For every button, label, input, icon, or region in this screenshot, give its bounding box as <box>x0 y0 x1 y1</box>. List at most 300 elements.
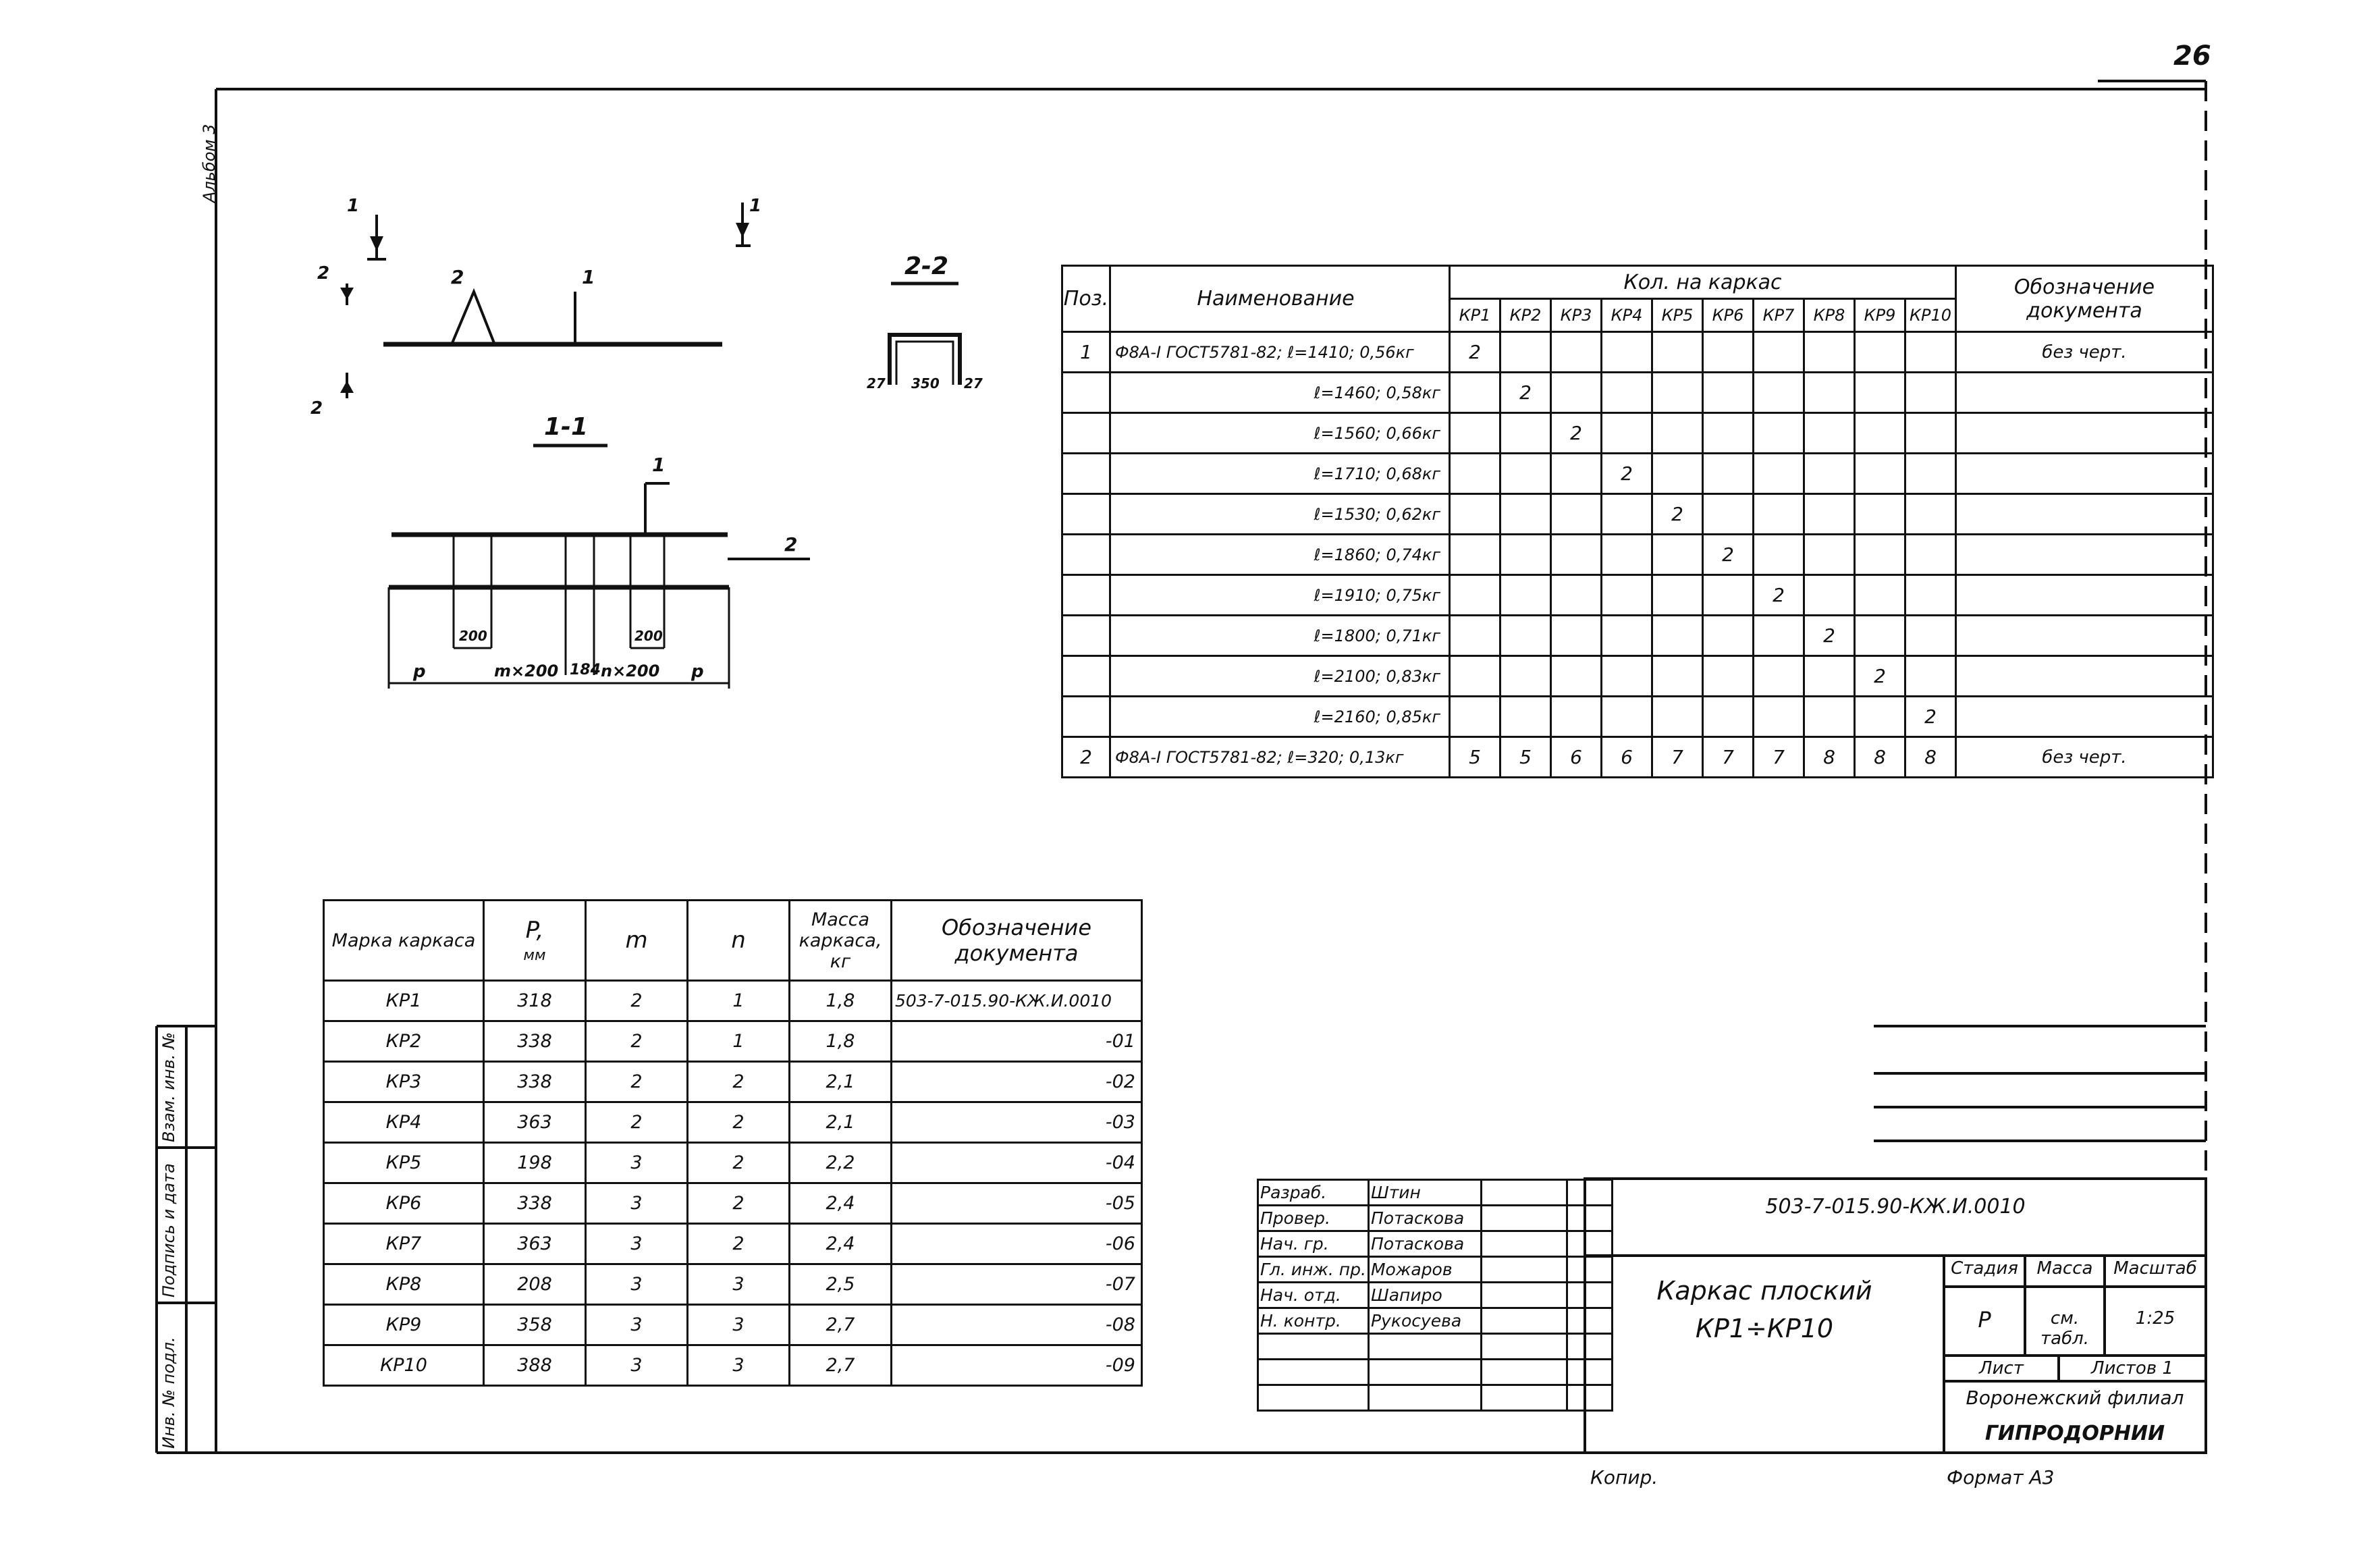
spec-doc <box>1956 656 2213 697</box>
spec-qty <box>1855 616 1905 656</box>
spec-pos <box>1062 413 1110 454</box>
stage-value: Р <box>1978 1307 1991 1333</box>
spec-row <box>1062 535 2213 575</box>
spec-qty: 8 <box>1855 737 1905 778</box>
signature-name <box>1368 1385 1481 1411</box>
sign-date-label: Подпись и дата <box>159 1163 178 1297</box>
signature-name <box>1368 1360 1481 1385</box>
signature-role: Нач. гр. <box>1258 1231 1369 1257</box>
frame-doc: 503-7-015.90-КЖ.И.0010 <box>892 981 1142 1021</box>
spec-qty <box>1602 494 1652 535</box>
spec-qty <box>1450 413 1500 454</box>
frames-row <box>324 1143 1142 1183</box>
frame-mark: КР4 <box>324 1102 484 1143</box>
signature-mark <box>1481 1283 1567 1308</box>
spec-qty <box>1804 656 1855 697</box>
spec-qty <box>1602 332 1652 373</box>
dim-200-left: 200 <box>459 628 487 644</box>
spec-row <box>1062 616 2213 656</box>
signature-role: Разраб. <box>1258 1180 1369 1206</box>
mass-value: см. табл. <box>2040 1308 2089 1349</box>
frame-m: 3 <box>586 1143 688 1183</box>
spec-qty <box>1652 454 1703 494</box>
header-m: m <box>586 901 688 981</box>
frame-mass: 2,5 <box>790 1264 892 1305</box>
cut-marker-1-left: 1 <box>347 196 360 216</box>
spec-qty <box>1500 413 1551 454</box>
spec-qty <box>1500 454 1551 494</box>
frame-doc: -07 <box>892 1264 1142 1305</box>
spec-qty <box>1652 575 1703 616</box>
frame-m: 3 <box>586 1305 688 1345</box>
spec-pos <box>1062 535 1110 575</box>
scale-label: Масштаб <box>2113 1258 2197 1279</box>
album-label: Альбом 3 <box>200 124 219 203</box>
frames-row <box>324 1305 1142 1345</box>
sheet-label: Лист <box>1979 1358 2024 1378</box>
spec-qty <box>1551 494 1602 535</box>
frame-mass: 2,1 <box>790 1062 892 1102</box>
header-mark: Марка каркаса <box>324 901 484 981</box>
signature-role <box>1258 1385 1369 1411</box>
frame-doc: -04 <box>892 1143 1142 1183</box>
header-kp: КР6 <box>1703 299 1754 332</box>
spec-qty <box>1754 454 1804 494</box>
sheets-label: Листов 1 <box>2091 1358 2173 1378</box>
dim-p-right: p <box>691 662 704 682</box>
signature-mark <box>1481 1206 1567 1231</box>
spec-doc <box>1956 616 2213 656</box>
title-doc-code: 503-7-015.90-КЖ.И.0010 <box>1765 1195 2026 1218</box>
frame-doc: -09 <box>892 1345 1142 1386</box>
dim-p-left: p <box>413 662 426 682</box>
org-line-1: Воронежский филиал <box>1966 1387 2184 1409</box>
frame-doc: -01 <box>892 1021 1142 1062</box>
frame-mark: КР5 <box>324 1143 484 1183</box>
signature-mark <box>1481 1360 1567 1385</box>
org-line-2: ГИПРОДОРНИИ <box>1984 1422 2165 1445</box>
spec-qty <box>1855 697 1905 737</box>
spec-qty <box>1905 616 1956 656</box>
signature-mark <box>1481 1385 1567 1411</box>
dim-350: 350 <box>911 375 940 392</box>
spec-qty <box>1500 656 1551 697</box>
spec-qty <box>1450 575 1500 616</box>
frame-mark: КР7 <box>324 1224 484 1264</box>
spec-qty <box>1652 616 1703 656</box>
signature-row <box>1258 1283 1613 1308</box>
spec-name: ℓ=2100; 0,83кг <box>1110 656 1450 697</box>
spec-qty: 2 <box>1551 413 1602 454</box>
spec-qty: 7 <box>1652 737 1703 778</box>
spec-qty <box>1652 697 1703 737</box>
spec-qty <box>1855 332 1905 373</box>
signature-mark <box>1481 1180 1567 1206</box>
spec-doc <box>1956 494 2213 535</box>
frame-mark: КР10 <box>324 1345 484 1386</box>
format-label: Формат А3 <box>1947 1466 2055 1489</box>
inv-no-label: Инв. № подл. <box>159 1337 178 1449</box>
spec-qty: 2 <box>1652 494 1703 535</box>
spec-name: ℓ=1530; 0,62кг <box>1110 494 1450 535</box>
spec-qty: 7 <box>1703 737 1754 778</box>
header-kp: КР4 <box>1602 299 1652 332</box>
spec-pos: 1 <box>1062 332 1110 373</box>
spec-qty: 2 <box>1754 575 1804 616</box>
dim-27-left: 27 <box>867 375 886 392</box>
frame-n: 3 <box>688 1345 790 1386</box>
spec-qty <box>1551 575 1602 616</box>
signature-role <box>1258 1360 1369 1385</box>
frame-n: 2 <box>688 1183 790 1224</box>
spec-qty <box>1551 656 1602 697</box>
spec-qty: 7 <box>1754 737 1804 778</box>
dim-200-right: 200 <box>634 628 663 644</box>
dim-184: 184 <box>570 662 601 678</box>
spec-qty: 6 <box>1602 737 1652 778</box>
header-p <box>484 901 586 981</box>
frame-m: 2 <box>586 1102 688 1143</box>
frames-row <box>324 1062 1142 1102</box>
frame-mark: КР9 <box>324 1305 484 1345</box>
frame-p: 198 <box>484 1143 586 1183</box>
frame-mass: 2,2 <box>790 1143 892 1183</box>
spec-qty <box>1602 535 1652 575</box>
replace-inv-label: Взам. инв. № <box>159 1032 178 1142</box>
frame-mass: 2,7 <box>790 1305 892 1345</box>
spec-row <box>1062 737 2213 778</box>
spec-qty <box>1450 494 1500 535</box>
sheet-number: 26 <box>2173 41 2211 72</box>
spec-pos <box>1062 373 1110 413</box>
section-position-1: 1 <box>652 454 666 476</box>
spec-qty <box>1905 575 1956 616</box>
spec-name: ℓ=1710; 0,68кг <box>1110 454 1450 494</box>
frame-mark: КР2 <box>324 1021 484 1062</box>
signature-mark <box>1481 1308 1567 1334</box>
spec-pos: 2 <box>1062 737 1110 778</box>
header-kp: КР8 <box>1804 299 1855 332</box>
spec-qty <box>1450 656 1500 697</box>
frame-m: 2 <box>586 1062 688 1102</box>
spec-qty <box>1500 575 1551 616</box>
frame-doc: -06 <box>892 1224 1142 1264</box>
spec-doc <box>1956 697 2213 737</box>
spec-qty <box>1754 535 1804 575</box>
signature-mark <box>1481 1257 1567 1283</box>
spec-qty <box>1804 535 1855 575</box>
spec-qty <box>1500 697 1551 737</box>
signature-mark <box>1481 1231 1567 1257</box>
signature-role: Н. контр. <box>1258 1308 1369 1334</box>
frame-mass: 2,1 <box>790 1102 892 1143</box>
cut-marker-1-right: 1 <box>749 196 762 216</box>
spec-qty <box>1804 454 1855 494</box>
header-kp: КР3 <box>1551 299 1602 332</box>
spec-qty <box>1500 535 1551 575</box>
spec-qty <box>1754 332 1804 373</box>
frame-m: 3 <box>586 1345 688 1386</box>
spec-pos <box>1062 697 1110 737</box>
spec-name: ℓ=1910; 0,75кг <box>1110 575 1450 616</box>
spec-qty <box>1855 454 1905 494</box>
spec-qty <box>1703 575 1754 616</box>
spec-name: ℓ=1800; 0,71кг <box>1110 616 1450 656</box>
spec-doc <box>1956 535 2213 575</box>
spec-qty <box>1703 413 1754 454</box>
frame-m: 2 <box>586 981 688 1021</box>
signature-name <box>1368 1334 1481 1360</box>
spec-qty <box>1551 616 1602 656</box>
header-kp: КР1 <box>1450 299 1500 332</box>
spec-qty <box>1905 454 1956 494</box>
frame-p: 338 <box>484 1062 586 1102</box>
frame-n: 2 <box>688 1062 790 1102</box>
frame-doc: -02 <box>892 1062 1142 1102</box>
spec-qty <box>1652 656 1703 697</box>
header-kp: КР9 <box>1855 299 1905 332</box>
frame-doc: -03 <box>892 1102 1142 1143</box>
spec-name: ℓ=1860; 0,74кг <box>1110 535 1450 575</box>
spec-qty: 8 <box>1905 737 1956 778</box>
spec-qty <box>1500 616 1551 656</box>
header-name: Наименование <box>1110 266 1450 332</box>
spec-qty <box>1703 697 1754 737</box>
frame-n: 3 <box>688 1264 790 1305</box>
spec-qty <box>1551 454 1602 494</box>
signature-row <box>1258 1308 1613 1334</box>
signature-name: Рукосуева <box>1368 1308 1481 1334</box>
spec-row <box>1062 413 2213 454</box>
spec-qty <box>1450 535 1500 575</box>
spec-qty <box>1855 575 1905 616</box>
dim-n-x-200: n×200 <box>601 662 660 680</box>
spec-qty <box>1652 373 1703 413</box>
spec-qty <box>1855 373 1905 413</box>
spec-doc <box>1956 413 2213 454</box>
signature-role: Провер. <box>1258 1206 1369 1231</box>
spec-qty <box>1804 373 1855 413</box>
signature-name: Потаскова <box>1368 1231 1481 1257</box>
spec-qty <box>1804 494 1855 535</box>
spec-row <box>1062 373 2213 413</box>
cut-marker-2-top: 2 <box>317 263 330 284</box>
frame-mass: 2,4 <box>790 1183 892 1224</box>
spec-qty <box>1450 373 1500 413</box>
spec-name: Ф8А-I ГОСТ5781-82; ℓ=1410; 0,56кг <box>1110 332 1450 373</box>
spec-name: Ф8А-I ГОСТ5781-82; ℓ=320; 0,13кг <box>1110 737 1450 778</box>
signature-row <box>1258 1231 1613 1257</box>
spec-qty: 2 <box>1703 535 1754 575</box>
spec-qty <box>1602 373 1652 413</box>
frame-m: 3 <box>586 1183 688 1224</box>
spec-pos <box>1062 616 1110 656</box>
spec-qty <box>1855 535 1905 575</box>
spec-qty <box>1450 454 1500 494</box>
signature-date <box>1567 1385 1612 1411</box>
spec-qty <box>1652 413 1703 454</box>
frames-row <box>324 1021 1142 1062</box>
spec-qty <box>1652 535 1703 575</box>
spec-qty <box>1450 616 1500 656</box>
frame-mark: КР3 <box>324 1062 484 1102</box>
stage-label: Стадия <box>1951 1258 2018 1279</box>
signature-mark <box>1481 1334 1567 1360</box>
frame-n: 2 <box>688 1102 790 1143</box>
header-kp: КР10 <box>1905 299 1956 332</box>
spec-qty <box>1551 332 1602 373</box>
spec-qty: 2 <box>1450 332 1500 373</box>
title-block-signatures <box>1257 1179 1613 1412</box>
header-kp: КР2 <box>1500 299 1551 332</box>
frame-p: 338 <box>484 1183 586 1224</box>
title-line-1: Каркас плоский <box>1656 1276 1872 1306</box>
position-1-leader: 1 <box>582 266 595 288</box>
signature-row <box>1258 1360 1613 1385</box>
spec-qty <box>1703 373 1754 413</box>
spec-qty <box>1905 373 1956 413</box>
spec-qty <box>1602 656 1652 697</box>
spec-qty <box>1905 413 1956 454</box>
header-pos: Поз. <box>1062 266 1110 332</box>
spec-qty <box>1754 656 1804 697</box>
header-mass: Масса каркаса, кг <box>790 901 892 981</box>
frames-row <box>324 1264 1142 1305</box>
frame-p: 388 <box>484 1345 586 1386</box>
signature-row <box>1258 1257 1613 1283</box>
spec-row <box>1062 494 2213 535</box>
scale-value: 1:25 <box>2135 1308 2175 1329</box>
spec-qty <box>1450 697 1500 737</box>
frames-row <box>324 1224 1142 1264</box>
spec-qty <box>1703 454 1754 494</box>
spec-qty <box>1602 697 1652 737</box>
title-line-2: КР1÷КР10 <box>1695 1314 1834 1343</box>
frames-table <box>323 899 1143 1387</box>
frames-row <box>324 1345 1142 1386</box>
frame-m: 2 <box>586 1021 688 1062</box>
signature-row <box>1258 1334 1613 1360</box>
signature-name: Потаскова <box>1368 1206 1481 1231</box>
spec-qty <box>1703 332 1754 373</box>
frame-mass: 2,4 <box>790 1224 892 1264</box>
section-position-2: 2 <box>784 533 798 556</box>
signature-row <box>1258 1385 1613 1411</box>
spec-qty: 2 <box>1804 616 1855 656</box>
spec-pos <box>1062 656 1110 697</box>
signature-role <box>1258 1334 1369 1360</box>
spec-qty <box>1602 575 1652 616</box>
frame-p: 363 <box>484 1102 586 1143</box>
frame-n: 2 <box>688 1143 790 1183</box>
spec-row <box>1062 454 2213 494</box>
frame-mass: 1,8 <box>790 1021 892 1062</box>
spec-qty <box>1500 332 1551 373</box>
spec-qty: 2 <box>1500 373 1551 413</box>
frame-n: 2 <box>688 1224 790 1264</box>
spec-qty <box>1905 656 1956 697</box>
spec-qty <box>1754 373 1804 413</box>
signature-name: Можаров <box>1368 1257 1481 1283</box>
frame-doc: -05 <box>892 1183 1142 1224</box>
spec-qty <box>1855 494 1905 535</box>
mass-label: Масса <box>2036 1258 2093 1279</box>
frames-row <box>324 1102 1142 1143</box>
spec-qty <box>1703 494 1754 535</box>
signature-name: Шапиро <box>1368 1283 1481 1308</box>
signature-row <box>1258 1206 1613 1231</box>
spec-qty <box>1754 494 1804 535</box>
dim-27-right: 27 <box>964 375 983 392</box>
dim-m-x-200: m×200 <box>494 662 559 680</box>
header-qty-group: Кол. на каркас <box>1450 266 1956 299</box>
frame-m: 3 <box>586 1224 688 1264</box>
header-kp: КР7 <box>1754 299 1804 332</box>
header-p-unit: мм <box>523 946 546 964</box>
spec-qty <box>1804 697 1855 737</box>
header-n: n <box>688 901 790 981</box>
frame-mark: КР6 <box>324 1183 484 1224</box>
spec-qty: 2 <box>1905 697 1956 737</box>
spec-row <box>1062 575 2213 616</box>
spec-qty <box>1754 697 1804 737</box>
section-1-1-label: 1-1 <box>544 413 589 441</box>
spec-qty <box>1652 332 1703 373</box>
spec-qty <box>1602 616 1652 656</box>
spec-pos <box>1062 494 1110 535</box>
spec-doc: без черт. <box>1956 737 2213 778</box>
spec-qty <box>1551 535 1602 575</box>
spec-qty <box>1804 575 1855 616</box>
header-doc: Обозначение документа <box>1956 266 2213 332</box>
specification-table <box>1061 265 2214 778</box>
spec-qty: 2 <box>1855 656 1905 697</box>
spec-qty <box>1905 535 1956 575</box>
frame-mark: КР8 <box>324 1264 484 1305</box>
copied-label: Копир. <box>1590 1466 1658 1489</box>
spec-name: ℓ=1460; 0,58кг <box>1110 373 1450 413</box>
spec-qty: 5 <box>1500 737 1551 778</box>
position-2-leader: 2 <box>451 266 464 288</box>
frame-p: 318 <box>484 981 586 1021</box>
frame-n: 1 <box>688 981 790 1021</box>
spec-pos <box>1062 575 1110 616</box>
frame-m: 3 <box>586 1264 688 1305</box>
spec-qty: 6 <box>1551 737 1602 778</box>
spec-qty <box>1500 494 1551 535</box>
frame-p: 363 <box>484 1224 586 1264</box>
spec-doc <box>1956 454 2213 494</box>
spec-qty <box>1703 656 1754 697</box>
spec-qty <box>1551 373 1602 413</box>
spec-qty <box>1754 413 1804 454</box>
header-kp: КР5 <box>1652 299 1703 332</box>
cut-marker-2-bottom: 2 <box>310 398 323 419</box>
frame-doc: -08 <box>892 1305 1142 1345</box>
spec-qty <box>1754 616 1804 656</box>
signature-name: Штин <box>1368 1180 1481 1206</box>
spec-name: ℓ=2160; 0,85кг <box>1110 697 1450 737</box>
header-p-label: P, <box>525 916 544 944</box>
spec-name: ℓ=1560; 0,66кг <box>1110 413 1450 454</box>
spec-doc <box>1956 373 2213 413</box>
signature-date <box>1567 1360 1612 1385</box>
spec-qty: 2 <box>1602 454 1652 494</box>
frames-row <box>324 1183 1142 1224</box>
spec-qty: 8 <box>1804 737 1855 778</box>
signature-row <box>1258 1180 1613 1206</box>
signature-role: Гл. инж. пр. <box>1258 1257 1369 1283</box>
